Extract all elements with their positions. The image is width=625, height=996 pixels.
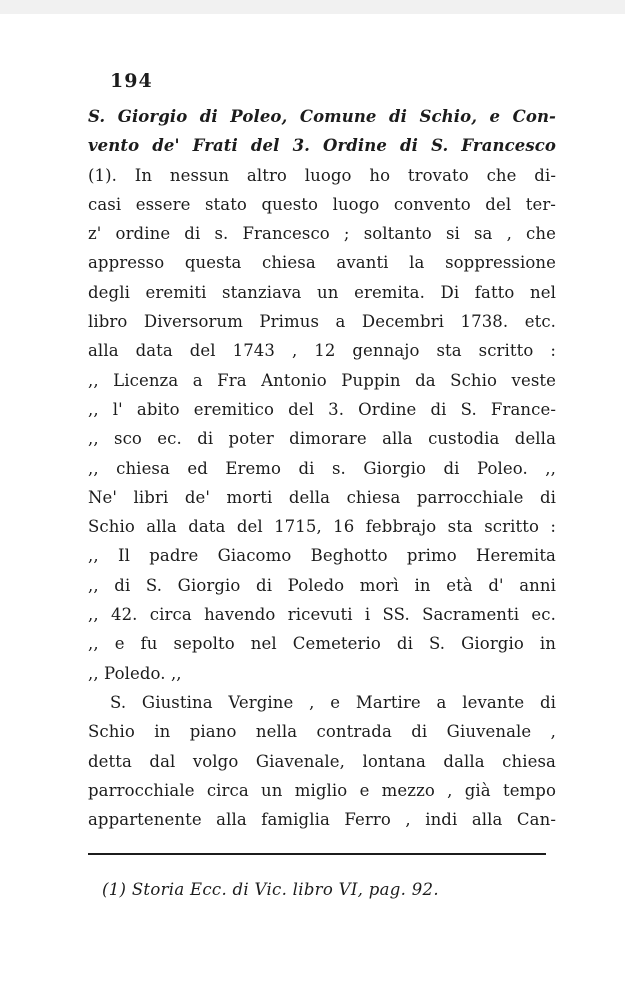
text-line: S. Giustina Vergine , e Martire a levante di bbox=[110, 692, 556, 712]
text-line: Schio alla data del 1715, 16 febbrajo sta scritto : bbox=[88, 517, 556, 537]
text-line: appartenente alla famiglia Ferro , indi alla Can- bbox=[88, 810, 556, 830]
quote-line: ,, sco ec. di poter dimorare alla custodia della bbox=[88, 429, 556, 449]
viewer-top-bar bbox=[0, 0, 625, 15]
text-line: appresso questa chiesa avanti la soppressione bbox=[88, 253, 556, 273]
text-line: parrocchiale circa un miglio e mezzo , già tempo bbox=[88, 780, 556, 800]
quote-line: ,, e fu sepolto nel Cemeterio di S. Giorgio in bbox=[88, 634, 556, 654]
text-line: alla data del 1743 , 12 gennajo sta scritto : bbox=[88, 341, 556, 361]
quote-line: ,, chiesa ed Eremo di s. Giorgio di Poleo. ,, bbox=[88, 458, 556, 478]
text-line: casi essere stato questo luogo convento del ter- bbox=[88, 194, 556, 214]
footnote-divider bbox=[88, 853, 546, 855]
text-line: (1). In nessun altro luogo ho trovato che di- bbox=[88, 165, 556, 185]
text-line: z' ordine di s. Francesco ; soltanto si sa , che bbox=[88, 224, 556, 244]
quote-line: ,, l' abito eremitico del 3. Ordine di S. France- bbox=[88, 399, 556, 419]
book-page bbox=[0, 14, 625, 996]
text-line: Schio in piano nella contrada di Giuvenale , bbox=[88, 722, 556, 742]
text-line: libro Diversorum Primus a Decembri 1738. etc. bbox=[88, 312, 556, 332]
text-line: Ne' libri de' morti della chiesa parrocchiale di bbox=[88, 487, 556, 507]
quote-line: ,, Licenza a Fra Antonio Puppin da Schio veste bbox=[88, 370, 556, 390]
quote-line: ,, Il padre Giacomo Beghotto primo Heremita bbox=[88, 546, 556, 566]
quote-line: ,, Poledo. ,, bbox=[88, 663, 182, 683]
quote-line: ,, di S. Giorgio di Poledo morì in età d' anni bbox=[88, 575, 556, 595]
text-line: degli eremiti stanziava un eremita. Di fatto nel bbox=[88, 282, 556, 302]
quote-line: ,, 42. circa havendo ricevuti i SS. Sacramenti ec. bbox=[88, 605, 556, 625]
page-number: 194 bbox=[110, 70, 153, 92]
text-line: detta dal volgo Giavenale, lontana dalla chiesa bbox=[88, 751, 556, 771]
body-text bbox=[88, 102, 556, 834]
text-line: vento de' Frati del 3. Ordine di S. Francesco bbox=[88, 136, 556, 156]
footnote: (1) Storia Ecc. di Vic. libro VI, pag. 92. bbox=[102, 880, 439, 899]
text-line: S. Giorgio di Poleo, Comune di Schio, e Con- bbox=[88, 107, 556, 126]
